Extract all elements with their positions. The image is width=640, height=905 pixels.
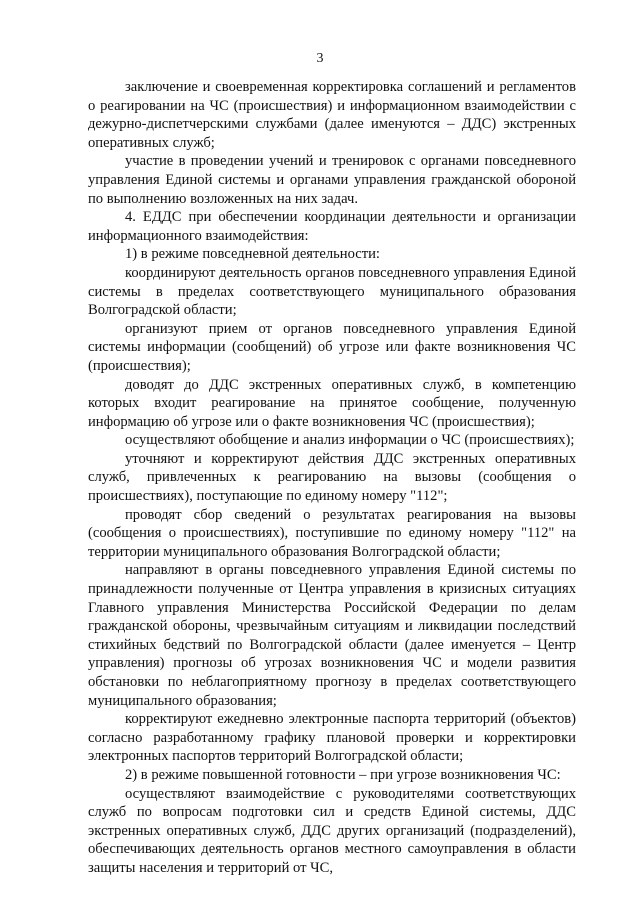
paragraph: 4. ЕДДС при обеспечении координации деятельности и организации информационного взаимодействия: bbox=[88, 209, 576, 244]
paragraph: осуществляют обобщение и анализ информации о ЧС (происшествиях); bbox=[125, 432, 575, 449]
paragraph: 2) в режиме повышенной готовности – при угрозе возникновения ЧС: bbox=[125, 766, 561, 783]
paragraph: доводят до ДДС экстренных оперативных служб, в компетенцию которых входит реагирование на принятое сообщение, полученную информацию об угрозе или о факте возникновения ЧС (происшествия); bbox=[88, 376, 576, 430]
paragraph: направляют в органы повседневного управления Единой системы по принадлежности полученные от Центра управления в кризисных ситуациях Главного управления Министерства Российской Федерации по делам гражданской обороны, чрезвычайным ситуациям и ликвидации последствий стихийных бедствий по Волгоградской области (далее именуется – Центр управления) прогнозы об угрозах возникновения ЧС и модели развития обстановки по неблагоприятному прогнозу в пределах соответствующего муниципального образования; bbox=[88, 562, 576, 709]
paragraph: участие в проведении учений и тренировок с органами повседневного управления Единой системы и органами управления гражданской обороной по выполнению возложенных на них задач. bbox=[88, 153, 576, 207]
paragraph: 1) в режиме повседневной деятельности: bbox=[125, 246, 380, 263]
paragraph: осуществляют взаимодействие с руководителями соответствующих служб по вопросам подготовки сил и средств Единой системы, ДДС экстренных оперативных служб, ДДС других организаций (подразделений), обеспечивающих деятельность органов местного самоуправления в области защиты населения и территорий от ЧС, bbox=[88, 785, 576, 876]
paragraph: корректируют ежедневно электронные паспорта территорий (объектов) согласно разработанному графику плановой проверки и корректировки электронных паспортов территорий Волгоградской области; bbox=[88, 711, 576, 765]
document-body bbox=[88, 78, 576, 878]
paragraph: уточняют и корректируют действия ДДС экстренных оперативных служб, привлеченных к реагированию на вызовы (сообщения о происшествиях), поступающие по единому номеру "112"; bbox=[88, 450, 576, 505]
paragraph: координируют деятельность органов повседневного управления Единой системы в пределах соответствующего муниципального образования Волгоградской области; bbox=[88, 264, 576, 319]
page-number: 3 bbox=[316, 51, 324, 66]
paragraph: заключение и своевременная корректировка соглашений и регламентов о реагировании на ЧС (происшествия) и информационном взаимодействии с дежурно-диспетчерскими службами (далее именуются – ДДС) экстренных оперативных служб; bbox=[88, 79, 576, 151]
paragraph: организуют прием от органов повседневного управления Единой системы информации (сообщений) об угрозе или факте возникновения ЧС (происшествия); bbox=[88, 320, 576, 374]
paragraph: проводят сбор сведений о результатах реагирования на вызовы (сообщения о происшествиях), поступившие по единому номеру "112" на территории муниципального образования Волгоградской области; bbox=[88, 506, 576, 560]
